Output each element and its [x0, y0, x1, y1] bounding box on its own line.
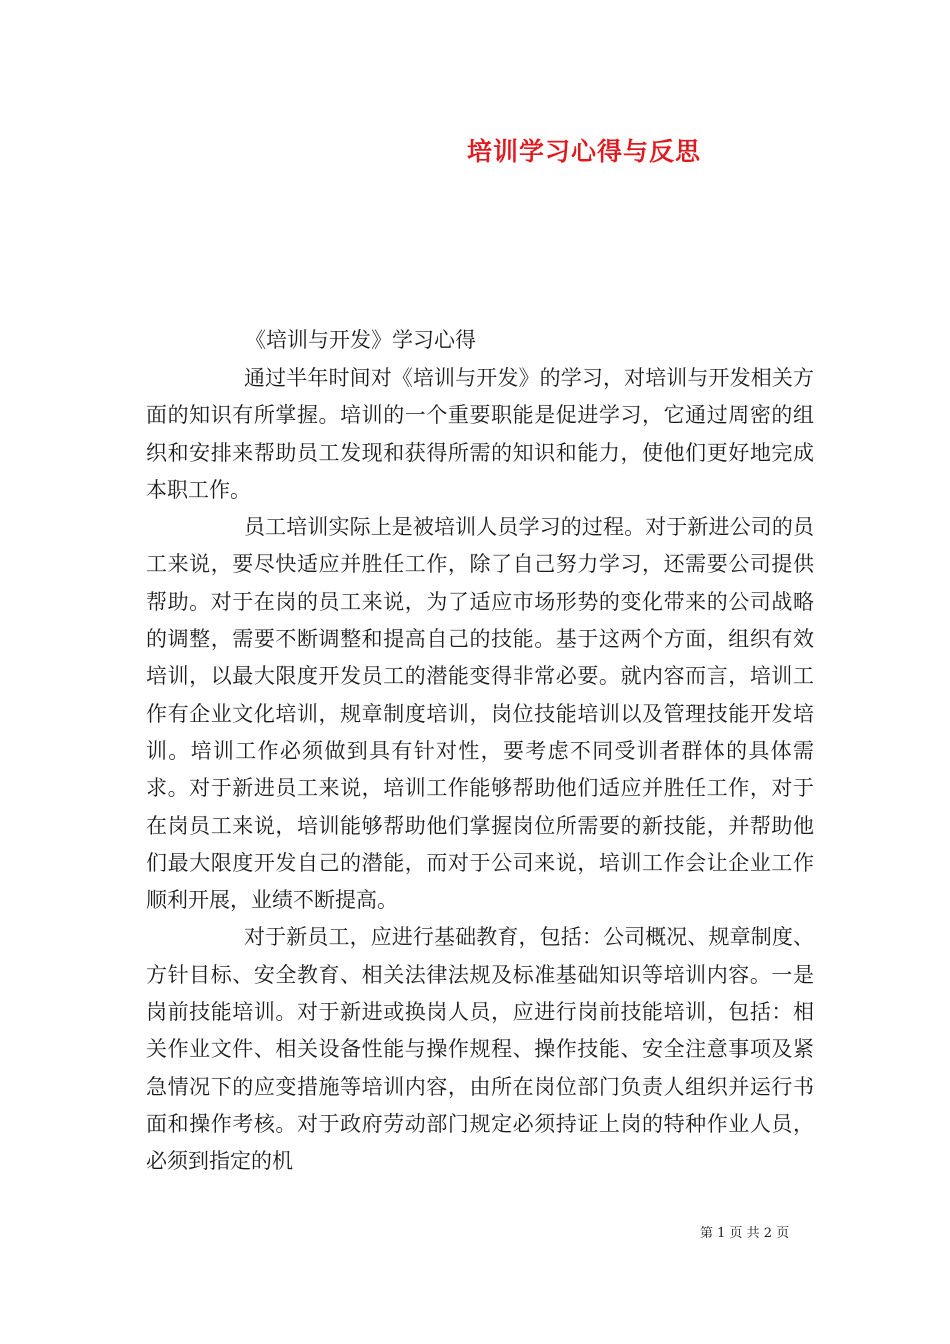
- paragraph-2: 员工培训实际上是被培训人员学习的过程。对于新进公司的员工来说，要尽快适应并胜任工作，除了自己努力学习，还需要公司提供帮助。对于在岗的员工来说，为了适应市场形势的变化带来的公司战略的调整，需要不断调整和提高自己的技能。基于这两个方面，组织有效培训，以最大限度开发员工的潜能变得非常必要。就内容而言，培训工作有企业文化培训，规章制度培训，岗位技能培训以及管理技能开发培训。培训工作必须做到具有针对性，要考虑不同受训者群体的具体需求。对于新进员工来说，培训工作能够帮助他们适应并胜任工作，对于在岗员工来说，培训能够帮助他们掌握岗位所需要的新技能，并帮助他们最大限度开发自己的潜能，而对于公司来说，培训工作会让企业工作顺利开展，业绩不断提高。: [146, 515, 814, 913]
- document-subtitle: 《培训与开发》学习心得: [245, 328, 476, 352]
- page-footer: 第 1 页 共 2 页: [700, 1226, 790, 1241]
- document-body: [146, 360, 814, 1181]
- paragraph-3: 对于新员工，应进行基础教育，包括：公司概况、规章制度、方针目标、安全教育、相关法律法规及标准基础知识等培训内容。一是岗前技能培训。对于新进或换岗人员，应进行岗前技能培训，包括：相关作业文件、相关设备性能与操作规程、操作技能、安全注意事项及紧急情况下的应变措施等培训内容，由所在岗位部门负责人组织并运行书面和操作考核。对于政府劳动部门规定必须持证上岗的特种作业人员，必须到指定的机: [146, 925, 814, 1174]
- document-title: 培训学习心得与反思: [466, 137, 701, 166]
- paragraph-1: 通过半年时间对《培训与开发》的学习，对培训与开发相关方面的知识有所掌握。培训的一个重要职能是促进学习，它通过周密的组织和安排来帮助员工发现和获得所需的知识和能力，使他们更好地完成本职工作。: [146, 366, 814, 502]
